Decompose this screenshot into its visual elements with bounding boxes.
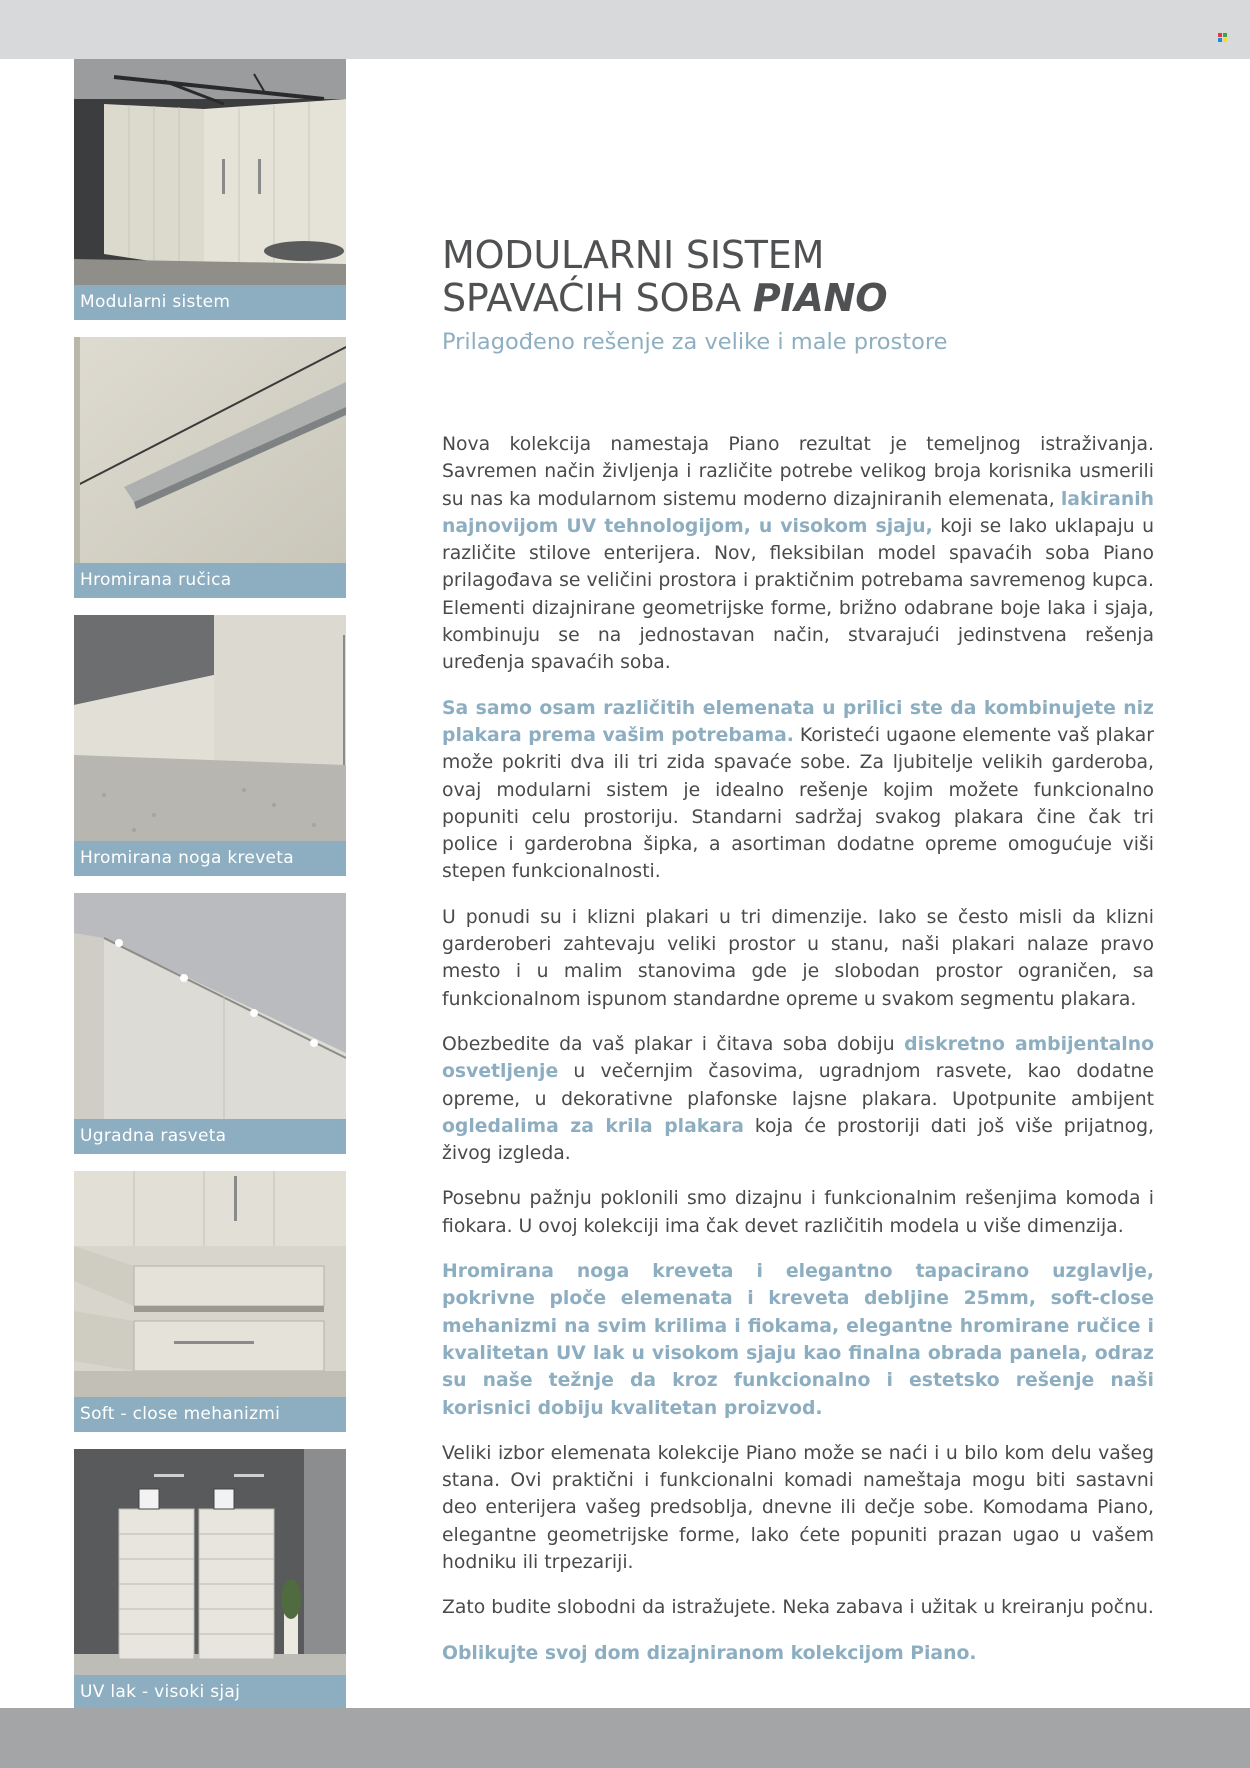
title-line-1: MODULARNI SISTEM <box>442 233 825 277</box>
bed-leg-image <box>74 615 346 841</box>
paragraph-7: Veliki izbor elemenata kolekcije Piano može se naći i u bilo kom delu vašeg stana. Ovi praktični i funkcionalni komadi nameštaja mogu biti sastavni deo enterijera vašeg predsoblja, dnevne ili dečje sobe. Komodama Piano, elegantne geometrijske forme, lako ćete popuniti prazan ugao u vašem hodniku ili trpezariji. <box>442 1442 1154 1573</box>
uv-lacquer-chests-image <box>74 1449 346 1675</box>
thumbnail-hromirana-noga-kreveta <box>74 615 346 876</box>
paragraph-4 <box>442 1031 1154 1167</box>
thumbnail-caption: UV lak - visoki sjaj <box>74 1675 346 1710</box>
text-span: Obezbedite da vaš plakar i čitava soba dobiju <box>442 1033 905 1055</box>
paragraph-5: Posebnu pažnju poklonili smo dizajnu i funkcionalnim rešenjima komoda i fiokara. U ovoj kolekciji ima čak devet različitih modela u više dimenzija. <box>442 1188 1154 1237</box>
page-title <box>442 234 1154 320</box>
text-span: u večernjim časovima, ugradnjom rasvete, kao dodatne opreme, u dekorativne plafonske lajsne plakara. Upotpunite ambijent <box>442 1061 1154 1110</box>
title-brand: PIANO <box>752 276 888 320</box>
logo-icon <box>1218 33 1228 43</box>
highlight-span: ogledalima za krila plakara <box>442 1115 744 1137</box>
thumbnail-hromirana-rucica <box>74 337 346 598</box>
text-span: Nova kolekcija namestaja Piano rezultat je temeljnog istraživanja. Savremen način življenja i različite potrebe velikog broja korisnika usmerili su nas ka modularnom sistemu moderno dizajniranih elemenata, <box>442 434 1154 510</box>
integrated-lighting-image <box>74 893 346 1119</box>
thumbnail-soft-close <box>74 1171 346 1432</box>
text-span: Koristeći ugaone elemente vaš plakar može pokriti dva ili tri zida spavaće sobe. Za ljubitelje velikih garderoba, ovaj modularni sistem je idealno rešenje kojim možete funkcionalno popuniti celu prostoriju. Standarni sadržaj svakog plakara čine čak tri police i garderobna šipka, a asortiman dodatne opreme omogućuje viši stepen funkcionalnosti. <box>442 724 1154 883</box>
thumbnail-caption: Ugradna rasveta <box>74 1119 346 1154</box>
bottom-bar <box>0 1708 1250 1768</box>
paragraph-2 <box>442 695 1154 886</box>
chrome-handle-image <box>74 337 346 563</box>
title-line-2: SPAVAĆIH SOBA <box>442 276 741 320</box>
paragraph-3: U ponudi su i klizni plakari u tri dimenzije. Iako se često misli da klizni garderoberi zahtevaju veliki prostor u stanu, naši plakari nalaze pravo mesto i u malim stanovima gde je slobodan prostor ograničen, sa funkcionalnom ispunom standardne opreme u svakom segmentu plakara. <box>442 906 1154 1010</box>
thumbnail-caption: Modularni sistem <box>74 285 346 320</box>
thumbnail-ugradna-rasveta <box>74 893 346 1154</box>
thumbnail-uv-lak <box>74 1449 346 1710</box>
wardrobe-room-image <box>74 59 346 285</box>
thumbnail-modularni-sistem <box>74 59 346 320</box>
paragraph-1 <box>442 431 1154 677</box>
page-subtitle: Prilagođeno rešenje za velike i male prostore <box>442 329 948 355</box>
highlight-span: diskretno ambijentalno osvetljenje <box>442 1033 1154 1083</box>
text-span: koji se lako uklapaju u različite stilove enterijera. Nov, fleksibilan model spavaćih soba Piano prilagođava se veličini prostora i praktičnim potrebama savremenog kupca. Elementi dizajnirane geometrijske forme, brižno odabrane boje laka i sjaja, kombinuju se na jednostavan način, stvarajući jedinstvena rešenja uređenja spavaćih soba. <box>442 515 1154 674</box>
thumbnail-caption: Hromirana noga kreveta <box>74 841 346 876</box>
header-block <box>442 234 1154 355</box>
paragraph-9: Oblikujte svoj dom dizajniranom kolekcijom Piano. <box>442 1642 977 1664</box>
thumbnail-caption: Hromirana ručica <box>74 563 346 598</box>
highlight-span: Sa samo osam različitih elemenata u prilici ste da kombinujete niz plakara prema vašim potrebama. <box>442 697 1154 746</box>
paragraph-6: Hromirana noga kreveta i elegantno tapacirano uzglavlje, pokrivne ploče elemenata i kreveta debljine 25mm, soft-close mehanizmi na svim krilima i fiokama, elegantne hromirane ručice i kvalitetan UV lak u visokom sjaju kao finalna obrada panela, odraz su naše težnje da kroz funkcionalno i estetsko rešenje naši korisnici dobiju kvalitetan proizvod. <box>442 1261 1154 1419</box>
text-span: koja će prostoriji dati još više prijatnog, živog izgleda. <box>442 1115 1155 1165</box>
top-bar <box>0 0 1250 59</box>
body-text <box>442 431 1154 1685</box>
thumbnail-caption: Soft - close mehanizmi <box>74 1397 346 1432</box>
paragraph-8: Zato budite slobodni da istražujete. Neka zabava i užitak u kreiranju počnu. <box>442 1597 1154 1619</box>
soft-close-drawers-image <box>74 1171 346 1397</box>
highlight-span: lakiranih najnovijom UV tehnologijom, u visokom sjaju, <box>442 488 1154 537</box>
